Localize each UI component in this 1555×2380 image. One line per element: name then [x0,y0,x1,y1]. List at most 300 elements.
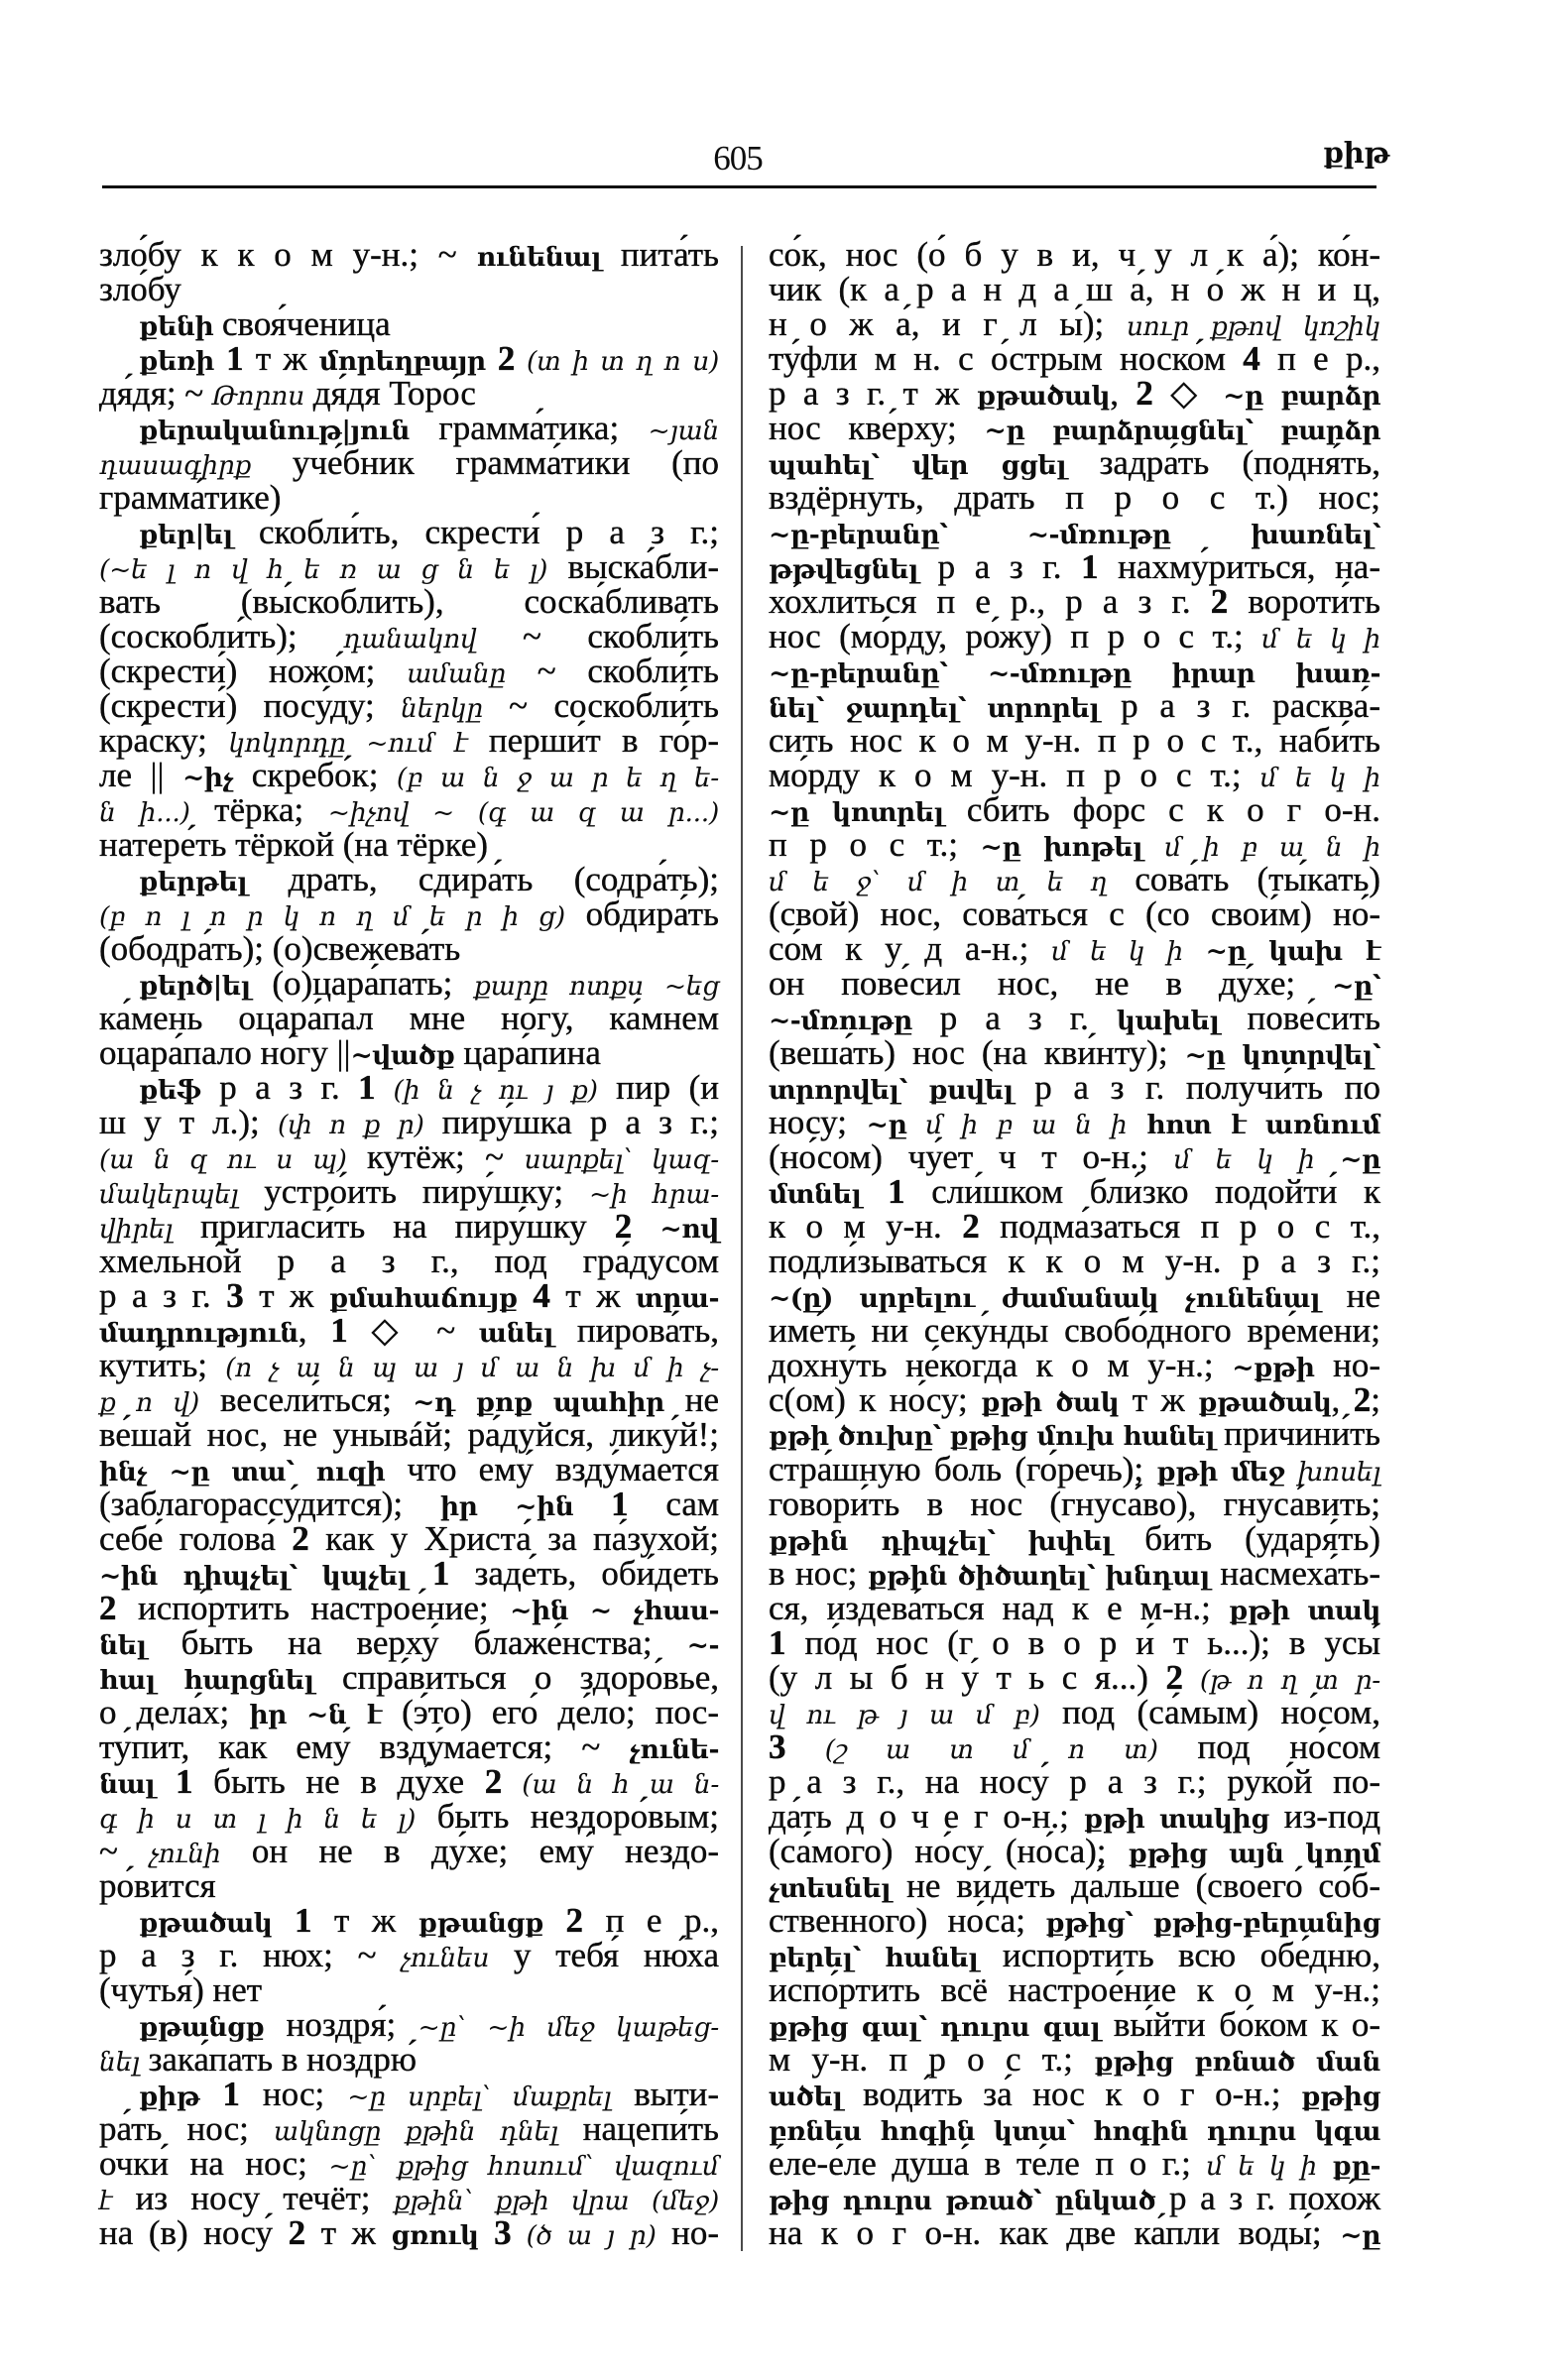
armenian-example: մ ի բ ա ն ի [906,1110,1128,1140]
dictionary-line [99,1764,719,1799]
armenian-example: վ ու թ յ ա մ բ) [769,1700,1040,1730]
russian-text: со́м к у д а-н.; [769,929,1052,968]
armenian-example: ~ի հրա- [589,1179,719,1210]
russian-text: дя́дя; ~ [99,374,212,413]
dictionary-line [769,480,1380,515]
russian-text: цара́пина [454,1033,601,1072]
armenian-example: մ ե կ ի [1173,1144,1315,1175]
dictionary-line [99,237,719,272]
russian-text: испо́ртить всю обе́дню, [978,1936,1380,1974]
dictionary-line [99,1729,719,1764]
armenian-phrase: քթի ծուխը՝ քթից մուխ հանել [769,1421,1216,1452]
russian-text: с(ом) к но́су; [769,1380,982,1419]
russian-text: скребо́к; [233,756,397,794]
armenian-phrase: քթածակ [976,381,1111,412]
armenian-example: ~իչով ~ (գ ա զ ա ր...) [327,797,719,828]
russian-text: ка́мень оцара́пал мне но́гу, ка́мнем [99,999,719,1037]
dictionary-line [99,515,719,549]
russian-text: скобли́ть, скрести́ р а з г.; [232,513,719,551]
sense-number: 2 [288,2213,306,2252]
armenian-example: դասագիրք [99,450,252,481]
russian-text: оцара́пало но́гу || [99,1033,351,1072]
russian-text: что ему́ взду́мается [385,1450,719,1488]
armenian-example: է [99,2186,113,2216]
dictionary-line [769,2042,1380,2077]
dictionary-line [99,931,719,966]
dictionary-line [769,2146,1380,2181]
russian-text: ту́пит, как ему́ взду́мается; ~ [99,1727,630,1766]
armenian-phrase: նալ [99,1769,156,1800]
russian-text: име́ть ни секу́нды свобо́дного вре́мени; [769,1311,1380,1350]
armenian-example: ներկը [401,693,483,724]
russian-text: р а з г. [99,1276,227,1315]
armenian-phrase: քթի տակ [1229,1596,1380,1626]
armenian-example: կոկորդը ~ում է [228,728,468,759]
russian-text: зака́пать в ноздрю́ [139,2040,417,2079]
armenian-phrase: քը- [1316,2151,1380,2182]
armenian-headword: քիթ [139,2082,200,2112]
armenian-example: (թ ո ղ տ ր- [1182,1665,1380,1696]
russian-text: не ви́деть да́льше (своего́ со́б- [891,1866,1380,1905]
russian-text: ра́ть нос; [99,2109,274,2148]
sense-number: 1 [199,2075,240,2113]
dictionary-line [769,1487,1380,1521]
russian-text: хо́хлиться п е р., р а з г. [769,582,1211,621]
armenian-phrase: ինչ ~ը տա՝ ուզի [99,1457,386,1488]
russian-text: ~ скобли́ть [506,652,719,690]
sense-number: 2 [292,1519,309,1558]
dictionary-line [99,1209,719,1244]
sense-number: 1 [769,1623,786,1662]
russian-text: но- [656,2213,720,2252]
russian-text: р а з г. [918,547,1082,586]
dictionary-line [769,688,1380,723]
armenian-phrase: ~ը [866,1110,907,1140]
dictionary-line [769,411,1380,445]
dictionary-line [99,445,719,480]
dictionary-line [769,1695,1380,1729]
dictionary-line [769,2007,1380,2042]
russian-text: нацепи́ть [557,2109,719,2148]
dictionary-line [99,1139,719,1174]
russian-text: подма́заться п р о с т., [979,1207,1381,1246]
armenian-phrase: ունենալ [476,242,602,273]
armenian-phrase: ~ին դիպչել՝ կպչել [99,1561,408,1592]
russian-text: т ж [311,1901,419,1940]
russian-text: на к о г о-н. как две ка́пли воды́; [769,2213,1341,2252]
russian-text: ся, издева́ться над к е м-н.; [769,1589,1230,1627]
russian-text: ственного) но́са; [769,1901,1046,1940]
russian-text: из носу течёт; [112,2179,394,2217]
dictionary-line [99,341,719,376]
armenian-phrase: մորեղբայր [318,346,486,377]
dictionary-line [769,827,1380,862]
dictionary-line [769,792,1380,827]
dictionary-line [99,723,719,758]
armenian-phrase: ~ը կոտրվել՝ [1184,1040,1380,1071]
dictionary-line [99,376,719,411]
armenian-phrase: հոտ է առնում [1127,1110,1380,1140]
russian-text: задра́ть (подня́ть, [1066,443,1380,482]
sense-number: 3 [226,1276,244,1315]
russian-text: пирова́ть, [553,1311,720,1350]
armenian-phrase: չունե- [629,1734,719,1765]
armenian-phrase: ~ը բարձրացնել՝ բարձր [984,416,1380,446]
armenian-phrase: քթից գալ՝ դուրս գալ [769,2012,1101,2043]
dictionary-line [99,1521,719,1556]
russian-text: (но́сом) чу́ет ч т о-н.; [769,1137,1174,1176]
russian-text: м у-н. п р о с т.; [769,2040,1095,2079]
armenian-example: նել [99,2047,140,2078]
sense-number: 1 [861,1172,905,1211]
armenian-example: ն ի...) [99,797,190,828]
dictionary-line [769,619,1380,654]
armenian-phrase: ~ը կախ է [1182,936,1380,967]
sense-number: 4 [1243,339,1260,378]
dictionary-line [99,549,719,584]
armenian-headword: քեր|ել [139,520,233,550]
armenian-phrase: քթից՝ քթից-բերանից [1045,1908,1380,1939]
russian-text: ту́фли м н. с о́стрым носко́м [769,339,1244,378]
dictionary-line [769,272,1380,306]
dictionary-line [99,1487,719,1521]
russian-text: пове́сить [1219,999,1380,1037]
russian-text: (э́то) его́ де́ло; пос- [381,1693,719,1731]
dictionary-line [769,1174,1380,1209]
dictionary-line [99,1625,719,1660]
dictionary-line [769,862,1380,896]
armenian-example: (բ ո լ ո ր կ ո ղ մ ե ր ի ց) [99,901,565,932]
armenian-phrase: ~ը բարձր [1223,381,1381,412]
armenian-phrase: քթի տակից [1083,1804,1269,1835]
russian-text: ~ скобли́ть [476,617,719,655]
armenian-phrase: ածել [769,2082,843,2112]
russian-text: р а з г. расква́- [1099,686,1380,725]
dictionary-line [99,2181,719,2215]
russian-text: он не в ду́хе; ему́ нездо- [220,1832,720,1870]
armenian-phrase: ~ը-բերանը՝ ~-մռութը խառնել՝ [769,520,1380,550]
dictionary-line [99,2077,719,2111]
dictionary-line [769,1938,1380,1972]
sense-number: 1 [330,1311,348,1350]
sense-number: 1 [1081,547,1099,586]
dictionary-line [99,2215,719,2250]
russian-text: ◇ [1152,374,1224,413]
armenian-phrase: իր ~ին [439,1491,574,1522]
running-head-word: քիթ [1323,136,1390,170]
dictionary-line [769,445,1380,480]
dictionary-line [99,411,719,445]
russian-text: ш у т л.); [99,1103,278,1141]
russian-text: испо́ртить всё настрое́ние к о м у-н.; [769,1970,1380,2009]
armenian-example: (բ ա ն ջ ա ր ե ղ ե- [396,763,719,793]
russian-text: пита́ть [601,235,719,274]
dictionary-line [99,584,719,619]
russian-text: он пове́сил нос, не в ду́хе; [769,964,1333,1003]
russian-text: на (в) носу́ [99,2213,289,2252]
dictionary-line [99,1556,719,1591]
armenian-headword: քթածակ [139,1908,273,1939]
armenian-phrase: նել՝ ջարդել՝ տրորել [769,693,1100,724]
armenian-example: ակնոցը քթին դնել [273,2116,558,2147]
dictionary-line [99,827,719,862]
dictionary-line [769,1001,1380,1035]
armenian-example: (շ ա տ մ ո տ) [785,1734,1158,1765]
armenian-phrase: ~ը կոտրել [769,797,944,828]
russian-text: (у л ы б н у́ т ь с я...) [769,1658,1166,1697]
russian-text: т ж [243,1276,329,1315]
russian-text: , [1110,374,1136,413]
russian-text: тёрка; [189,790,328,829]
dictionary-line [99,1452,719,1487]
russian-text: нахму́риться, на- [1098,547,1380,586]
armenian-example: գ ի ս տ լ ի ն ե լ) [99,1804,417,1835]
armenian-phrase: քթի մեջ [1156,1457,1285,1488]
russian-text: причини́ть [1215,1415,1380,1453]
russian-text: быть на верху́ блаже́нства; [146,1623,687,1662]
armenian-phrase: հալ հարցնել [99,1665,314,1696]
russian-text: уче́бник грамма́тики (по [251,443,719,482]
dictionary-line [99,862,719,896]
dictionary-line [769,1105,1380,1139]
dictionary-line [99,1799,719,1834]
sense-number: 2 [99,1589,117,1627]
dictionary-line [769,1070,1380,1105]
russian-text: ро́вится [99,1866,216,1905]
dictionary-line [99,1070,719,1105]
dictionary-line [769,549,1380,584]
russian-text: устро́ить пиру́шку; [238,1172,590,1211]
dictionary-line [99,1035,719,1070]
armenian-phrase: ~դ քոք պահիր [413,1387,664,1418]
russian-text: в нос; [769,1554,868,1593]
armenian-example: ամանը [407,658,506,689]
russian-text: кути́ть; [99,1346,226,1384]
armenian-phrase: քթանցք [418,1908,543,1939]
armenian-example: դանակով [343,624,477,654]
dictionary-line [769,1625,1380,1660]
dictionary-line [769,654,1380,688]
armenian-example: (ո չ ա ն պ ա յ մ ա ն խ մ ի չ- [225,1353,719,1383]
armenian-example: մակերպել [99,1179,239,1210]
armenian-example: մ ե կ ի [1259,763,1381,793]
dictionary-line [99,1174,719,1209]
armenian-phrase: քթածակ [1198,1387,1332,1418]
armenian-headword: քերթել [139,867,248,897]
dictionary-line [99,1591,719,1625]
dictionary-line [769,1382,1380,1417]
armenian-phrase: ~վածք [350,1040,455,1071]
russian-text: о дела́х; [99,1693,250,1731]
russian-text: выска́бли- [547,547,719,586]
russian-text: р а з г. т ж [769,374,977,413]
armenian-phrase: նել [99,1630,147,1661]
dictionary-line [99,654,719,688]
armenian-phrase: մադրություն [99,1318,299,1349]
armenian-example: Թորոս [211,381,304,412]
russian-text: сить нос к о м у-н. п р о с т., наби́ть [769,721,1380,760]
armenian-example: ~ը՝ քթից հոսում՝ վազում [328,2151,719,2182]
russian-text: (свой) нос, сова́ться с (со свои́м) но́- [769,894,1380,933]
armenian-phrase: ~ին ~ չհաս- [510,1596,719,1626]
russian-text: сли́шком бли́зко подойти́ к [904,1172,1380,1211]
russian-text: (скрести́) ножо́м; [99,652,408,690]
dictionary-line [769,1452,1380,1487]
dictionary-line [769,584,1380,619]
russian-text: вы́йти бо́ком к о- [1100,2005,1380,2044]
sense-number: 1 [155,1762,193,1801]
dictionary-line [769,1660,1380,1695]
russian-text: р а з г. [200,1068,359,1107]
russian-text: нос кве́рху; [769,409,985,447]
armenian-phrase: բռնես հոգին կտա՝ հոգին դուրս կգա [769,2116,1380,2147]
dictionary-line [99,966,719,1001]
russian-text: не [1320,1276,1380,1315]
russian-text: т ж [243,339,319,378]
armenian-example: ք ո վ) [99,1387,199,1418]
dictionary-line [769,1521,1380,1556]
dictionary-line [99,1660,719,1695]
dictionary-line [769,1729,1380,1764]
sense-number: 1 [573,1485,629,1523]
dictionary-line [99,480,719,515]
dictionary-line [769,2111,1380,2146]
russian-text: под но́сом [1157,1727,1380,1766]
armenian-phrase: իր ~ն է [249,1700,382,1730]
dictionary-line [769,1972,1380,2007]
russian-text: зло́бу [99,270,181,308]
armenian-example: (փ ո ք ր) [277,1110,424,1140]
armenian-phrase: տրա- [636,1283,719,1314]
armenian-phrase: անել [478,1318,554,1349]
page-number: 605 [713,139,763,178]
sense-number: 1 [272,1901,312,1940]
russian-text: быть не в ду́хе [192,1762,485,1801]
russian-text: , [298,1311,331,1350]
column-divider [741,246,743,2251]
armenian-example: վիրել [99,1214,174,1245]
russian-text: своя́ченица [213,304,391,343]
russian-text: себе́ голова́ [99,1519,293,1558]
russian-text: р а з г. нюх; ~ [99,1936,402,1974]
russian-text: заде́ть, оби́деть [449,1554,719,1593]
armenian-phrase: ~ը-բերանը՝ ~-մռութը իրար խառ- [769,658,1380,689]
russian-text: (са́мого) но́су (но́са); [769,1832,1129,1870]
russian-text: кра́ску; [99,721,229,760]
armenian-phrase: պահել՝ վեր ցցել [769,450,1067,481]
armenian-example: մ ի բ ա ն ի [1142,832,1381,863]
armenian-phrase: քթից բռնած ման [1094,2047,1380,2078]
dictionary-line [99,688,719,723]
sense-number: 3 [478,2213,512,2252]
russian-text: (о)цара́пать; [250,964,474,1003]
dictionary-line [99,2007,719,2042]
sense-number: 1 [358,1068,376,1107]
russian-text: бить (ударя́ть) [1112,1519,1380,1558]
armenian-example: (ա ն հ ա ն- [502,1769,720,1800]
russian-text: перши́т в го́р- [467,721,719,760]
sense-number: 2 [614,1207,633,1246]
dictionary-line [769,1591,1380,1625]
armenian-phrase: ~ը [1340,2220,1380,2251]
dictionary-line [769,2077,1380,2111]
russian-text: весели́ться; [198,1380,414,1419]
armenian-example: ~ը սրբել՝ մաքրել [347,2082,612,2112]
dictionary-line [769,1035,1380,1070]
armenian-example: (ծ ա յ ր) [511,2220,657,2251]
russian-text: вать (вы́скоблить), соска́бливать [99,582,719,621]
russian-text: со́к, нос (о́ б у в и, ч у л к а́); ко́н- [769,235,1380,274]
armenian-phrase: ~- [686,1630,719,1661]
dictionary-line [769,896,1380,931]
armenian-phrase: թից դուրս թռած՝ ընկած [769,2186,1156,2216]
russian-text: не [663,1380,719,1419]
armenian-phrase: ~ը խոթել [980,832,1143,863]
sense-number: 4 [517,1276,550,1315]
russian-text: ле || [99,756,182,794]
armenian-phrase: քթին ծիծաղել՝ խնդալ [867,1561,1210,1592]
armenian-example: մ ե կ ի [1261,624,1380,654]
sense-number: 3 [769,1727,786,1766]
dictionary-line [99,1938,719,1972]
russian-text: т ж [1119,1380,1199,1419]
dictionary-line [769,758,1380,792]
russian-text: (веша́ть) нос (на кви́нту); [769,1033,1185,1072]
armenian-phrase: քմահաճույք [328,1283,518,1314]
russian-text: пиру́шка р а з г.; [423,1103,719,1141]
russian-text: да́ть д о ч е г о-н.; [769,1797,1084,1836]
russian-text: т ж [549,1276,636,1315]
russian-text: (соскобли́ть); [99,617,344,655]
dictionary-line [99,272,719,306]
dictionary-line [769,966,1380,1001]
armenian-example: ~ը՝ ~ի մեջ կաթեց- [418,2012,719,2043]
russian-text: сбить форс с к о г о-н. [943,790,1380,829]
armenian-phrase: ~(ը) սրբելու ժամանակ չունենալ [769,1283,1321,1314]
sense-number: 2 [484,1762,503,1801]
russian-text: нос (мо́рду, ро́жу) п р о с т.; [769,617,1262,655]
armenian-phrase: ~ը՝ [1332,971,1380,1002]
russian-text: е́ле-е́ле душа́ в те́ле п о г.; [769,2144,1207,2183]
russian-text: грамма́тике) [99,478,282,517]
dictionary-line [769,2215,1380,2250]
dictionary-line [769,515,1380,549]
russian-text: , [1331,1380,1354,1419]
right-column [769,237,1380,2250]
russian-text: п е р., [1259,339,1380,378]
armenian-example: չունի [149,1839,221,1869]
russian-text: сова́ть (ты́кать) [1107,860,1380,898]
russian-text: п е р., [583,1901,720,1940]
armenian-example: (~ե լ ո վ հ ե ռ ա ց ն ե լ) [99,554,548,585]
dictionary-line [99,1382,719,1417]
russian-text: носу; [769,1103,867,1141]
header-rule [102,185,1376,188]
russian-text: пир (и [597,1068,719,1107]
russian-text: р а з г. получи́ть по [1013,1068,1380,1107]
russian-text: но- [1314,1346,1380,1384]
russian-text: (заблагорассу́дится); [99,1485,440,1523]
russian-text: очки́ на нос; [99,2144,329,2183]
dictionary-line [99,758,719,792]
armenian-headword: քեֆ [139,1075,201,1106]
dictionary-line [769,1417,1380,1452]
russian-text: дохну́ть не́когда к о м у-н.; [769,1346,1233,1384]
dictionary-line [769,1348,1380,1382]
russian-text: подли́зываться к к о м у-н. р а з г.; [769,1242,1380,1280]
armenian-phrase: քթին դիպչել՝ խփել [769,1526,1113,1557]
dictionary-line [99,896,719,931]
